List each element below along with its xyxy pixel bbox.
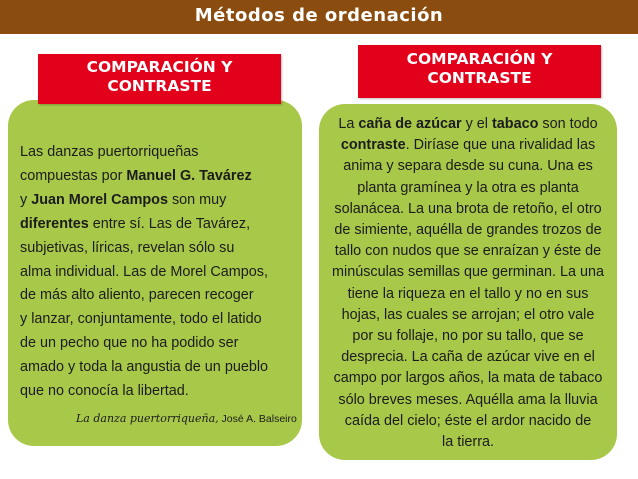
text-segment: hojas, las cuales se arrojan; el otro vale xyxy=(341,306,595,323)
text-segment: anima y separa desde su cuna. Una es xyxy=(343,158,593,175)
text-segment: de simiente, aquélla de grandes trozos de xyxy=(334,222,602,239)
text-line xyxy=(20,189,298,213)
slide-title: Métodos de ordenación xyxy=(194,5,444,26)
text-line xyxy=(321,305,615,326)
text-segment: caída del cielo; éste el ardor nacido de xyxy=(344,412,592,429)
text-line xyxy=(321,432,615,453)
text-segment: que no conocía la libertad. xyxy=(20,383,189,400)
right-body-text xyxy=(321,114,615,453)
text-line xyxy=(20,237,298,261)
text-line xyxy=(321,135,615,156)
text-segment: y lanzar, conjuntamente, todo el latido xyxy=(20,311,262,328)
text-line xyxy=(20,261,298,285)
bold-phrase: contraste xyxy=(340,137,406,154)
right-header-line-2: CONTRASTE xyxy=(427,69,532,87)
text-segment: y xyxy=(20,191,32,208)
text-segment: de un pecho que no ha podido ser xyxy=(20,335,239,352)
text-segment: subjetivas, líricas, revelan sólo su xyxy=(20,239,235,256)
text-segment: tallo con nudos que se enraízan y éste de xyxy=(334,243,602,260)
bold-phrase: Juan Morel Campos xyxy=(31,191,168,208)
text-segment: minúsculas semillas que germinan. La una xyxy=(332,264,604,281)
text-line xyxy=(321,411,615,432)
text-line xyxy=(20,332,298,356)
text-line xyxy=(321,178,615,199)
text-segment: planta gramínea y la otra es planta xyxy=(357,179,579,196)
text-line xyxy=(20,356,298,380)
text-line xyxy=(20,165,298,189)
text-segment: . Diríase que una rivalidad las xyxy=(405,137,596,154)
left-header-line-2: CONTRASTE xyxy=(107,77,212,95)
text-line xyxy=(321,284,615,305)
bold-phrase: diferentes xyxy=(20,215,89,232)
text-segment: alma individual. Las de Morel Campos, xyxy=(20,263,268,280)
text-segment: la tierra. xyxy=(442,434,494,451)
left-header-line-1: COMPARACIÓN Y xyxy=(86,58,233,76)
left-header-tab xyxy=(38,54,281,104)
citation-source: La danza puertorriqueña, xyxy=(76,412,219,425)
text-line xyxy=(321,156,615,177)
text-segment: de más alto aliento, parecen recoger xyxy=(20,287,254,304)
text-segment: tiene la riqueza en el tallo y no en sus xyxy=(347,285,589,302)
text-segment: compuestas por xyxy=(20,167,127,184)
text-segment: son todo xyxy=(538,116,598,132)
text-segment: entre sí. Las de Tavárez, xyxy=(88,215,251,232)
right-header-line-1: COMPARACIÓN Y xyxy=(406,50,553,68)
left-body-text xyxy=(20,141,298,404)
text-line xyxy=(321,220,615,241)
citation-author: José A. Balseiro xyxy=(218,413,297,425)
bold-phrase: Manuel G. Tavárez xyxy=(126,167,252,184)
text-segment: sólo breves meses. Aquélla ama la lluvia xyxy=(338,391,598,408)
text-line xyxy=(20,308,298,332)
text-line xyxy=(321,390,615,411)
right-header-tab xyxy=(358,45,601,98)
text-segment: por su follaje, no por su tallo, que se xyxy=(352,328,584,345)
text-segment: campo por largos años, la mata de tabaco xyxy=(333,370,603,387)
text-segment: amado y toda la angustia de un pueblo xyxy=(20,359,269,376)
text-line xyxy=(321,114,615,135)
text-segment: son muy xyxy=(167,191,227,208)
text-line xyxy=(321,347,615,368)
text-line xyxy=(321,326,615,347)
text-line xyxy=(20,284,298,308)
text-line xyxy=(321,199,615,220)
text-segment: La xyxy=(338,116,359,132)
text-line xyxy=(321,241,615,262)
text-line xyxy=(20,380,298,404)
bold-phrase: tabaco xyxy=(491,116,539,132)
text-line xyxy=(321,262,615,283)
text-segment: y el xyxy=(461,116,492,132)
text-line xyxy=(20,213,298,237)
text-line xyxy=(20,141,298,165)
text-segment: Las danzas puertorriqueñas xyxy=(20,144,199,160)
text-line xyxy=(321,368,615,389)
text-segment: desprecia. La caña de azúcar vive en el xyxy=(341,349,595,366)
bold-phrase: caña de azúcar xyxy=(358,116,462,132)
citation xyxy=(76,409,297,427)
text-segment: solanácea. La una brota de retoño, el otro xyxy=(334,200,602,217)
